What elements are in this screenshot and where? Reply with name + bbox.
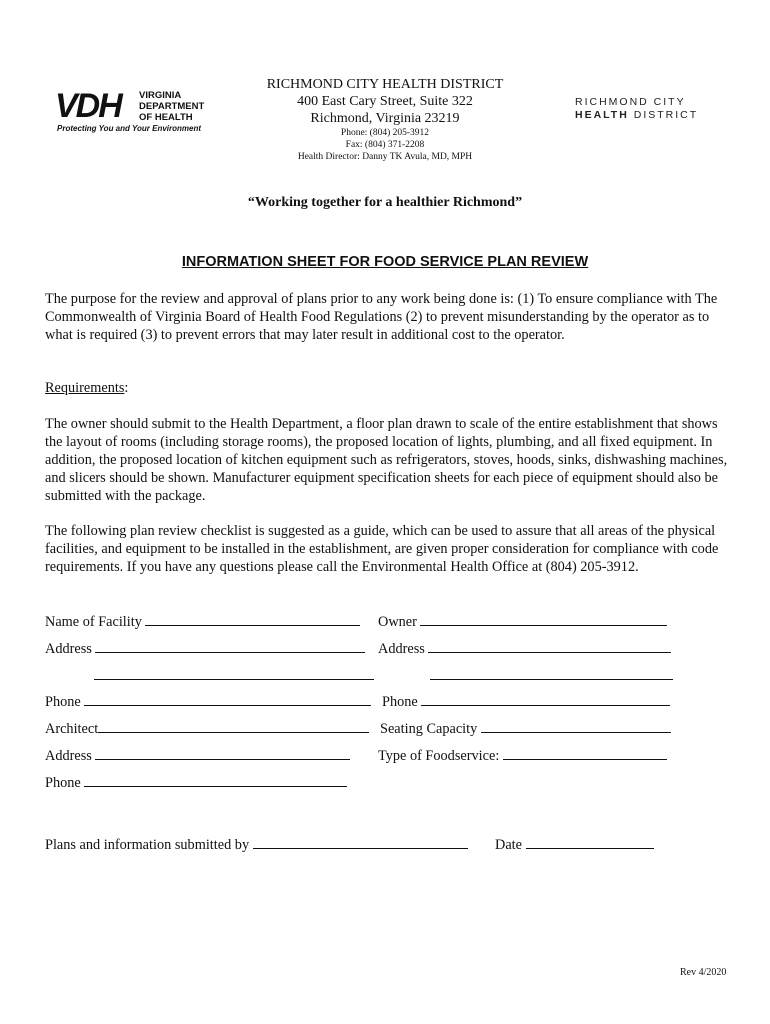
- phone-right-line[interactable]: [421, 692, 670, 706]
- facility-name-line[interactable]: [145, 612, 360, 626]
- requirements-colon: :: [124, 380, 129, 396]
- architect-phone-label: Phone: [45, 775, 81, 791]
- date-line[interactable]: [526, 835, 654, 849]
- street-address: 400 East Cary Street, Suite 322: [297, 94, 473, 109]
- address-right-line[interactable]: [428, 639, 671, 653]
- city-address: Richmond, Virginia 23219: [310, 111, 460, 126]
- rcd-logo-district: DISTRICT: [628, 109, 699, 121]
- requirements-heading-text: Requirements: [45, 380, 125, 396]
- address-left-line[interactable]: [95, 639, 365, 653]
- address-right-field[interactable]: [378, 639, 671, 658]
- vdh-logo-tagline: Protecting You and Your Environment: [57, 124, 202, 133]
- phone-left-field[interactable]: [45, 692, 371, 711]
- requirements-heading: [45, 380, 128, 397]
- seating-capacity-line[interactable]: [481, 719, 671, 733]
- phone-left-line[interactable]: [84, 692, 371, 706]
- rcd-logo: [575, 96, 698, 122]
- checklist-paragraph: The following plan review checklist is suggested as a guide, which can be used to assure that all areas of the physical facilities, and equipment to be installed in the establishment, are given proper consideration for compliance with code requirements. If you have any questions please call the Environmental Health Office at (804) 205-3912.: [45, 523, 719, 575]
- rcd-logo-line-2: [575, 109, 698, 122]
- purpose-paragraph: The purpose for the review and approval of plans prior to any work being done is: (1) To ensure compliance with The Commonwealth of Virginia Board of Health Food Regulations (2) to prevent misunderstanding by the operator as to what is required (3) to prevent errors that may later result in additional cost to the operator.: [45, 291, 718, 343]
- rcd-logo-health: HEALTH: [575, 109, 629, 121]
- phone-number: Phone: (804) 205-3912: [340, 128, 430, 138]
- owner-label: Owner: [378, 614, 417, 630]
- rcd-logo-line-1: RICHMOND CITY: [575, 96, 686, 108]
- vdh-logo: [55, 86, 205, 138]
- address-left-label: Address: [45, 641, 92, 657]
- slogan: “Working together for a healthier Richmond”: [247, 195, 523, 210]
- vdh-logo-line-3: OF HEALTH: [139, 112, 193, 123]
- architect-address-label: Address: [45, 748, 92, 764]
- facility-name-label: Name of Facility: [45, 614, 142, 630]
- architect-address-field[interactable]: [45, 746, 350, 765]
- address-left-line-2[interactable]: [94, 665, 374, 680]
- date-field[interactable]: [495, 835, 654, 854]
- org-name: RICHMOND CITY HEALTH DISTRICT: [266, 77, 504, 92]
- seating-capacity-label: Seating Capacity: [380, 721, 478, 737]
- fax-number: Fax: (804) 371-2208: [345, 140, 425, 150]
- page-title: INFORMATION SHEET FOR FOOD SERVICE PLAN REVIEW: [181, 254, 589, 270]
- health-director: Health Director: Danny TK Avula, MD, MPH: [297, 152, 473, 162]
- foodservice-type-field[interactable]: [378, 746, 667, 765]
- owner-line[interactable]: [420, 612, 667, 626]
- submitted-by-label: Plans and information submitted by: [45, 837, 250, 853]
- address-right-label: Address: [378, 641, 425, 657]
- phone-right-field[interactable]: [382, 692, 670, 711]
- owner-field[interactable]: [378, 612, 667, 631]
- revision-note: Rev 4/2020: [680, 967, 727, 978]
- letterhead: [230, 76, 540, 163]
- vdh-logo-text: [139, 90, 204, 123]
- architect-phone-line[interactable]: [84, 773, 347, 787]
- address-right-line-2[interactable]: [430, 665, 673, 680]
- seating-capacity-field[interactable]: [380, 719, 671, 738]
- architect-address-line[interactable]: [95, 746, 350, 760]
- architect-line[interactable]: [98, 719, 369, 733]
- vdh-logo-letters: VDH: [55, 87, 121, 125]
- phone-right-label: Phone: [382, 694, 418, 710]
- submitted-by-field[interactable]: [45, 835, 468, 854]
- vdh-logo-line-2: DEPARTMENT: [139, 101, 205, 112]
- foodservice-type-label: Type of Foodservice:: [378, 748, 500, 764]
- facility-name-field[interactable]: [45, 612, 360, 631]
- phone-left-label: Phone: [45, 694, 81, 710]
- address-left-field[interactable]: [45, 639, 365, 658]
- architect-phone-field[interactable]: [45, 773, 347, 792]
- foodservice-type-line[interactable]: [503, 746, 667, 760]
- architect-field[interactable]: [45, 719, 369, 738]
- architect-label: Architect: [45, 721, 99, 737]
- vdh-logo-line-1: VIRGINIA: [139, 90, 182, 101]
- submitted-by-line[interactable]: [253, 835, 468, 849]
- requirements-paragraph: The owner should submit to the Health Department, a floor plan drawn to scale of the entire establishment that shows the layout of rooms (including storage rooms), the proposed location of lights, plumbing, and all fixed equipment. In addition, the proposed location of kitchen equipment such as refrigerators, stoves, hoods, sinks, dishwashing machines, and slicers should be shown. Manufacturer equipment specification sheets for each piece of equipment should also be submitted with the package.: [45, 416, 728, 504]
- date-label: Date: [495, 837, 522, 853]
